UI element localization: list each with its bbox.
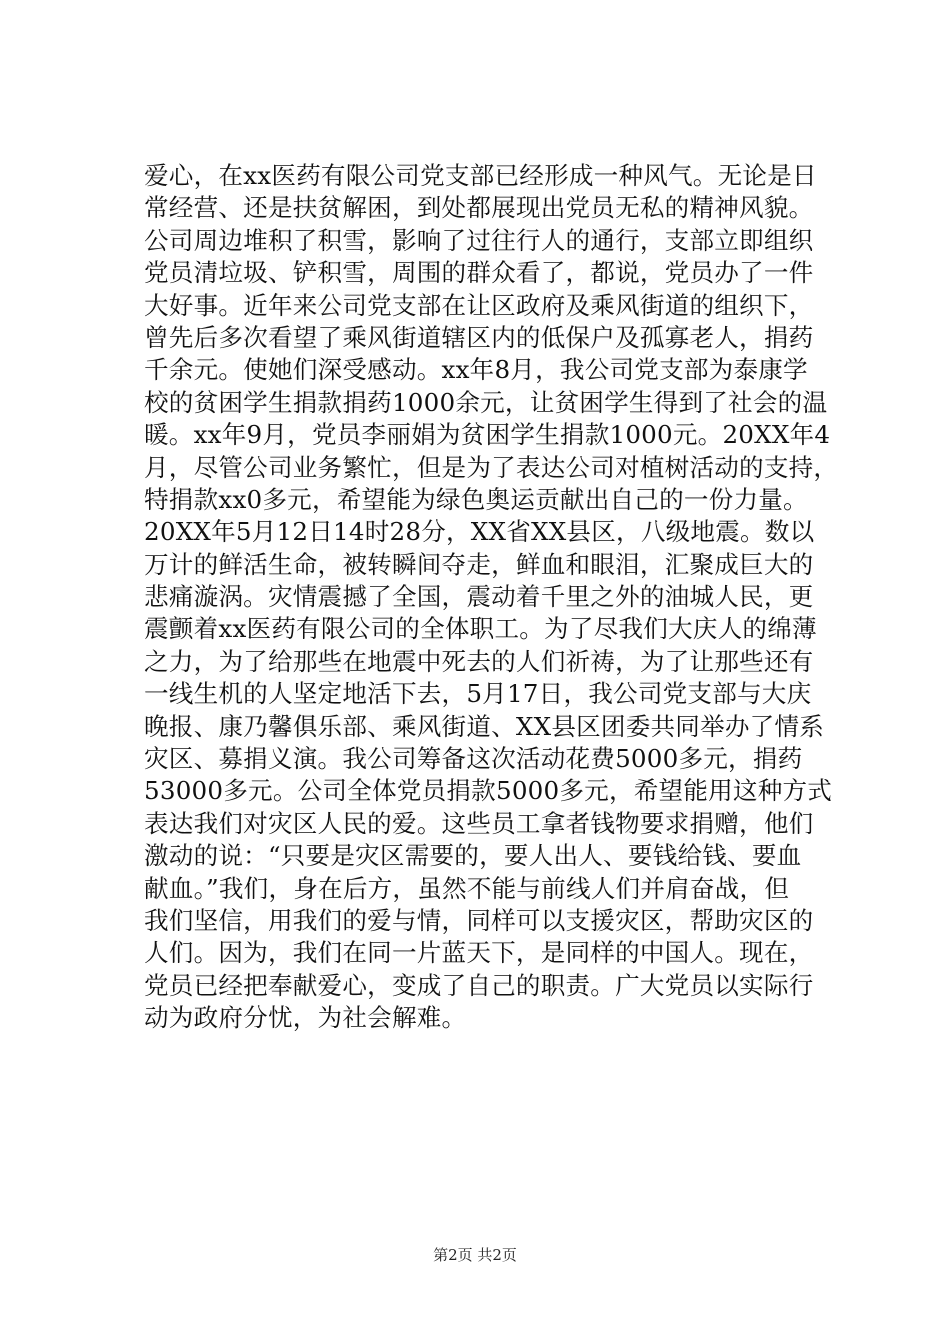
text-line: 一线生机的人坚定地活下去，5月17日，我公司党支部与大庆	[144, 679, 812, 709]
text-line: 我们坚信，用我们的爱与情，同样可以支援灾区，帮助灾区的	[144, 905, 814, 935]
text-line: 大好事。近年来公司党支部在让区政府及乘风街道的组织下，	[144, 290, 814, 320]
text-line: 曾先后多次看望了乘风街道辖区内的低保户及孤寡老人，捐药	[144, 322, 814, 352]
body-text	[144, 160, 844, 1035]
text-line: 献血。”我们，身在后方，虽然不能与前线人们并肩奋战，但	[144, 873, 790, 903]
text-line: 震颤着xx医药有限公司的全体职工。为了尽我们大庆人的绵薄	[144, 614, 817, 644]
text-line: 之力，为了给那些在地震中死去的人们祈祷，为了让那些还有	[144, 646, 814, 676]
text-line: 特捐款xx0多元，希望能为绿色奥运贡献出自己的一份力量。	[144, 484, 808, 514]
text-line: 千余元。使她们深受感动。xx年8月，我公司党支部为泰康学	[144, 355, 808, 385]
text-line: 晚报、康乃馨俱乐部、乘风街道、XX县区团委共同举办了情系	[144, 711, 825, 741]
text-line: 灾区、募捐义演。我公司筹备这次活动花费5000多元，捐药	[144, 744, 803, 774]
text-line: 月，尽管公司业务繁忙，但是为了表达公司对植树活动的支持，	[144, 452, 839, 482]
text-line: 暖。xx年9月，党员李丽娟为贫困学生捐款1000元。20XX年4	[144, 420, 831, 450]
text-line: 党员已经把奉献爱心，变成了自己的职责。广大党员以实际行	[144, 970, 814, 1000]
text-line: 公司周边堆积了积雪，影响了过往行人的通行，支部立即组织	[144, 225, 814, 255]
text-line: 常经营、还是扶贫解困，到处都展现出党员无私的精神风貌。	[144, 193, 814, 223]
text-line: 20XX年5月12日14时28分，XX省XX县区，八级地震。数以	[144, 517, 815, 547]
text-line: 悲痛漩涡。灾情震撼了全国，震动着千里之外的油城人民，更	[144, 582, 814, 612]
text-line: 表达我们对灾区人民的爱。这些员工拿者钱物要求捐赠，他们	[144, 808, 814, 838]
text-line: 万计的鲜活生命，被转瞬间夺走，鲜血和眼泪，汇聚成巨大的	[144, 549, 814, 579]
page-number: 第2页 共2页	[433, 1246, 517, 1264]
page-footer	[0, 1245, 950, 1265]
text-line: 动为政府分忧，为社会解难。	[144, 1003, 467, 1033]
text-line: 激动的说：“只要是灾区需要的，要人出人、要钱给钱、要血	[144, 841, 802, 871]
text-line: 爱心，在xx医药有限公司党支部已经形成一种风气。无论是日	[144, 161, 817, 190]
text-line: 校的贫困学生捐款捐药1000余元，让贫困学生得到了社会的温	[144, 387, 828, 417]
text-line: 党员清垃圾、铲积雪，周围的群众看了，都说，党员办了一件	[144, 258, 814, 288]
text-line: 53000多元。公司全体党员捐款5000多元，希望能用这种方式	[144, 776, 833, 806]
text-line: 人们。因为，我们在同一片蓝天下，是同样的中国人。现在，	[144, 938, 814, 968]
